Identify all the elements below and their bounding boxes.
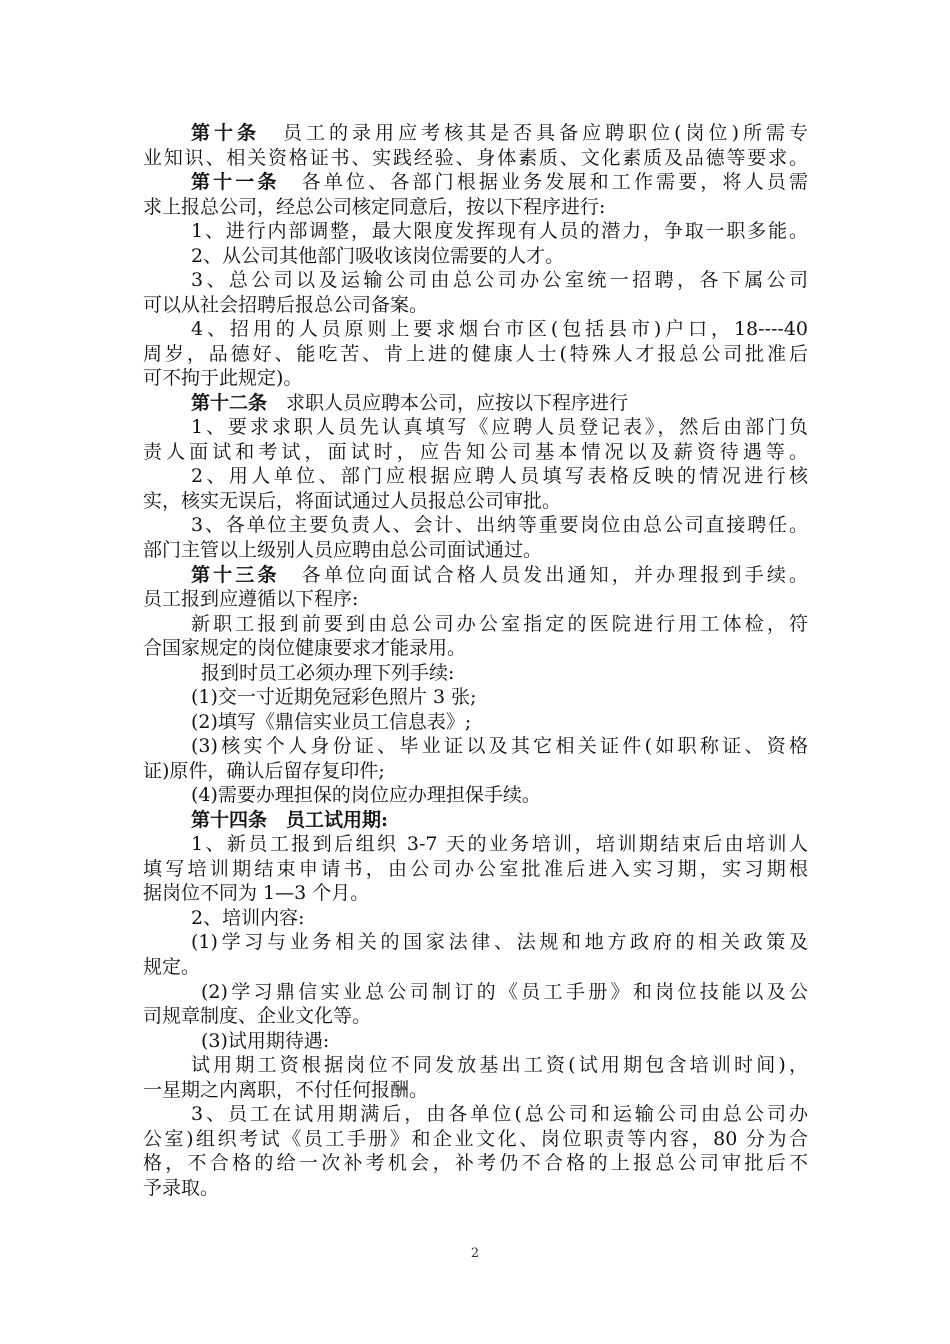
line-text: 公室)组织考试《员工手册》和企业文化、岗位职责等内容，80 分为合 <box>143 1127 808 1150</box>
line-text: 据岗位不同为 1—3 个月。 <box>143 882 370 905</box>
line-text: 试用期工资根据岗位不同发放基出工资(试用期包含培训时间)， <box>191 1054 808 1077</box>
text-line <box>191 169 808 195</box>
line-text: 1、要求求职人员先认真填写《应聘人员登记表》，然后由部门负 <box>191 416 808 439</box>
text-line <box>191 709 808 735</box>
text-line <box>143 537 808 563</box>
text-line <box>191 807 808 833</box>
article-heading: 第十一条 <box>191 171 280 194</box>
line-text: 责人面试和考试，面试时，应告知公司基本情况以及薪资待遇等。 <box>143 440 808 463</box>
line-text: 规定。 <box>143 956 201 979</box>
article-heading: 第十二条 <box>191 391 268 414</box>
text-line <box>191 831 808 857</box>
line-text: (2)学习鼎信实业总公司制订的《员工手册》和岗位技能以及公 <box>201 980 808 1003</box>
line-text: 予录取。 <box>143 1176 220 1199</box>
text-line <box>191 218 808 244</box>
text-line <box>143 341 808 367</box>
text-line <box>143 880 808 906</box>
text-line <box>191 463 808 489</box>
text-line <box>143 292 808 318</box>
text-line <box>201 1028 808 1054</box>
text-line <box>143 586 808 612</box>
line-text: (1)学习与业务相关的国家法律、法规和地方政府的相关政策及 <box>191 931 808 954</box>
text-line <box>143 1126 808 1152</box>
text-line <box>143 758 808 784</box>
line-text: 报到时员工必须办理下列手续: <box>201 661 455 684</box>
line-text: 员工的录用应考核其是否具备应聘职位(岗位)所需专 <box>260 122 808 144</box>
line-text: (3)核实个人身份证、毕业证以及其它相关证件(如职称证、资格 <box>191 735 808 758</box>
text-line <box>143 856 808 882</box>
text-line <box>191 390 808 416</box>
line-text: 证)原件，确认后留存复印件; <box>143 759 385 782</box>
line-text: 员工报到应遵循以下程序: <box>143 588 359 611</box>
line-text: 1、进行内部调整，最大限度发挥现有人员的潜力，争取一职多能。 <box>191 220 808 243</box>
page-number: 2 <box>470 1246 480 1261</box>
line-text: 员工试用期: <box>267 808 389 831</box>
article-heading: 第十条 <box>191 122 261 144</box>
text-line <box>143 439 808 465</box>
text-line <box>191 733 808 759</box>
line-text: 可以从社会招聘后报总公司备案。 <box>143 293 429 316</box>
line-text: 各单位向面试合格人员发出通知，并办理报到手续。 <box>279 563 808 586</box>
line-text: (1)交一寸近期免冠彩色照片 3 张; <box>191 686 477 709</box>
line-text: 填写培训期结束申请书，由公司办公室批准后进入实习期，实习期根 <box>143 857 808 880</box>
text-line <box>143 1003 808 1029</box>
text-line <box>191 512 808 538</box>
line-text: 部门主管以上级别人员应聘由总公司面试通过。 <box>143 539 543 561</box>
text-line <box>191 562 808 588</box>
line-text: 求上报总公司，经总公司核定同意后，按以下程序进行: <box>143 195 606 218</box>
line-text: 格，不合格的给一次补考机会，补考仍不合格的上报总公司审批后不 <box>143 1152 808 1175</box>
line-text: 一星期之内离职，不付任何报酬。 <box>143 1078 429 1101</box>
text-line <box>191 120 808 146</box>
line-text: 可不拘于此规定)。 <box>143 367 303 390</box>
text-line <box>191 1052 808 1078</box>
line-text: (4)需要办理担保的岗位应办理担保手续。 <box>191 784 541 807</box>
article-heading: 第十四条 <box>191 808 268 831</box>
line-text: 2、培训内容: <box>191 906 305 929</box>
line-text: 2、用人单位、部门应根据应聘人员填写表格反映的情况进行核 <box>191 465 808 488</box>
line-text: 2、从公司其他部门吸收该岗位需要的人才。 <box>191 244 565 267</box>
line-text: 求职人员应聘本公司，应按以下程序进行 <box>267 391 629 414</box>
text-line <box>191 611 808 637</box>
text-line <box>191 929 808 955</box>
text-line <box>201 979 808 1005</box>
text-line <box>143 635 808 661</box>
line-text: 实，核实无误后，将面试通过人员报总公司审批。 <box>143 489 562 512</box>
text-line <box>191 267 808 293</box>
line-text: 4、招用的人员原则上要求烟台市区(包括县市)户口，18----40 <box>191 318 808 341</box>
text-line <box>143 1077 808 1103</box>
text-line <box>191 684 808 710</box>
text-line <box>191 316 808 342</box>
line-text: 新职工报到前要到由总公司办公室指定的医院进行用工体检，符 <box>191 612 808 635</box>
text-line <box>191 414 808 440</box>
text-line <box>143 954 808 980</box>
text-line <box>191 243 808 269</box>
line-text: 3、各单位主要负责人、会计、出纳等重要岗位由总公司直接聘任。 <box>191 514 808 537</box>
text-line <box>143 365 808 391</box>
line-text: 周岁，品德好、能吃苦、肯上进的健康人士(特殊人才报总公司批准后 <box>143 342 808 365</box>
text-line <box>143 1150 808 1176</box>
text-line <box>191 1101 808 1127</box>
line-text: 合国家规定的岗位健康要求才能录用。 <box>143 637 467 660</box>
line-text: 业知识、相关资格证书、实践经验、身体素质、文化素质及品德等要求。 <box>143 146 808 169</box>
text-line <box>143 488 808 514</box>
line-text: 1、新员工报到后组织 3-7 天的业务培训，培训期结束后由培训人 <box>191 833 808 856</box>
text-line <box>143 145 808 171</box>
line-text: 司规章制度、企业文化等。 <box>143 1005 372 1028</box>
line-text: 3、总公司以及运输公司由总公司办公室统一招聘，各下属公司 <box>191 269 808 292</box>
text-line <box>191 905 808 931</box>
text-line <box>143 194 808 220</box>
article-heading: 第十三条 <box>191 563 280 586</box>
line-text: 3、员工在试用期满后，由各单位(总公司和运输公司由总公司办 <box>191 1103 808 1126</box>
text-line <box>191 782 808 808</box>
line-text: (2)填写《鼎信实业员工信息表》; <box>191 710 472 733</box>
line-text: (3)试用期待遇: <box>201 1029 330 1052</box>
text-line <box>201 660 808 686</box>
text-line <box>143 1175 808 1201</box>
line-text: 各单位、各部门根据业务发展和工作需要，将人员需 <box>279 171 808 194</box>
